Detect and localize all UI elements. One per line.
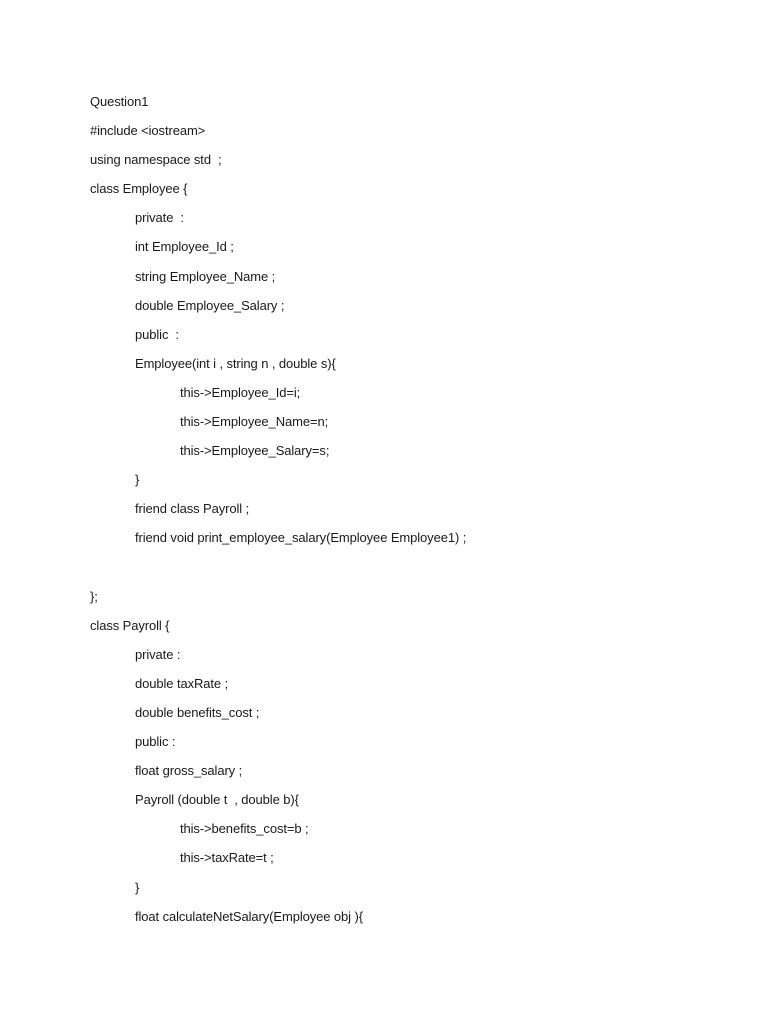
- code-line: private :: [135, 210, 184, 226]
- code-line: class Payroll {: [90, 617, 170, 633]
- code-line: }: [135, 879, 140, 895]
- code-line: this->taxRate=t ;: [180, 850, 274, 866]
- code-line: double benefits_cost ;: [135, 704, 260, 720]
- question-heading: Question1: [90, 94, 149, 109]
- code-line: string Employee_Name ;: [135, 268, 276, 284]
- code-line: double Employee_Salary ;: [135, 297, 285, 313]
- code-line: using namespace std ;: [90, 152, 222, 168]
- code-line: public :: [135, 734, 176, 750]
- code-line: float calculateNetSalary(Employee obj ){: [135, 908, 363, 924]
- code-line: this->benefits_cost=b ;: [180, 821, 309, 837]
- code-line: this->Employee_Id=i;: [180, 384, 301, 400]
- code-line: public :: [135, 326, 179, 342]
- code-line: };: [90, 588, 98, 604]
- code-line: #include <iostream>: [90, 123, 206, 139]
- code-line: float gross_salary ;: [135, 763, 243, 779]
- code-line: this->Employee_Name=n;: [180, 414, 329, 430]
- code-line: class Employee {: [90, 181, 188, 197]
- code-line: friend class Payroll ;: [135, 501, 250, 517]
- code-line: this->Employee_Salary=s;: [180, 443, 330, 459]
- code-line: double taxRate ;: [135, 675, 229, 691]
- code-line: Employee(int i , string n , double s){: [135, 355, 336, 371]
- code-line: Payroll (double t , double b){: [135, 792, 299, 808]
- code-line: }: [135, 472, 140, 488]
- code-line: int Employee_Id ;: [135, 239, 234, 255]
- code-line: private :: [135, 646, 181, 662]
- code-line: [90, 558, 730, 587]
- code-listing: [90, 92, 730, 936]
- code-line: friend void print_employee_salary(Employee Employee1) ;: [135, 530, 467, 546]
